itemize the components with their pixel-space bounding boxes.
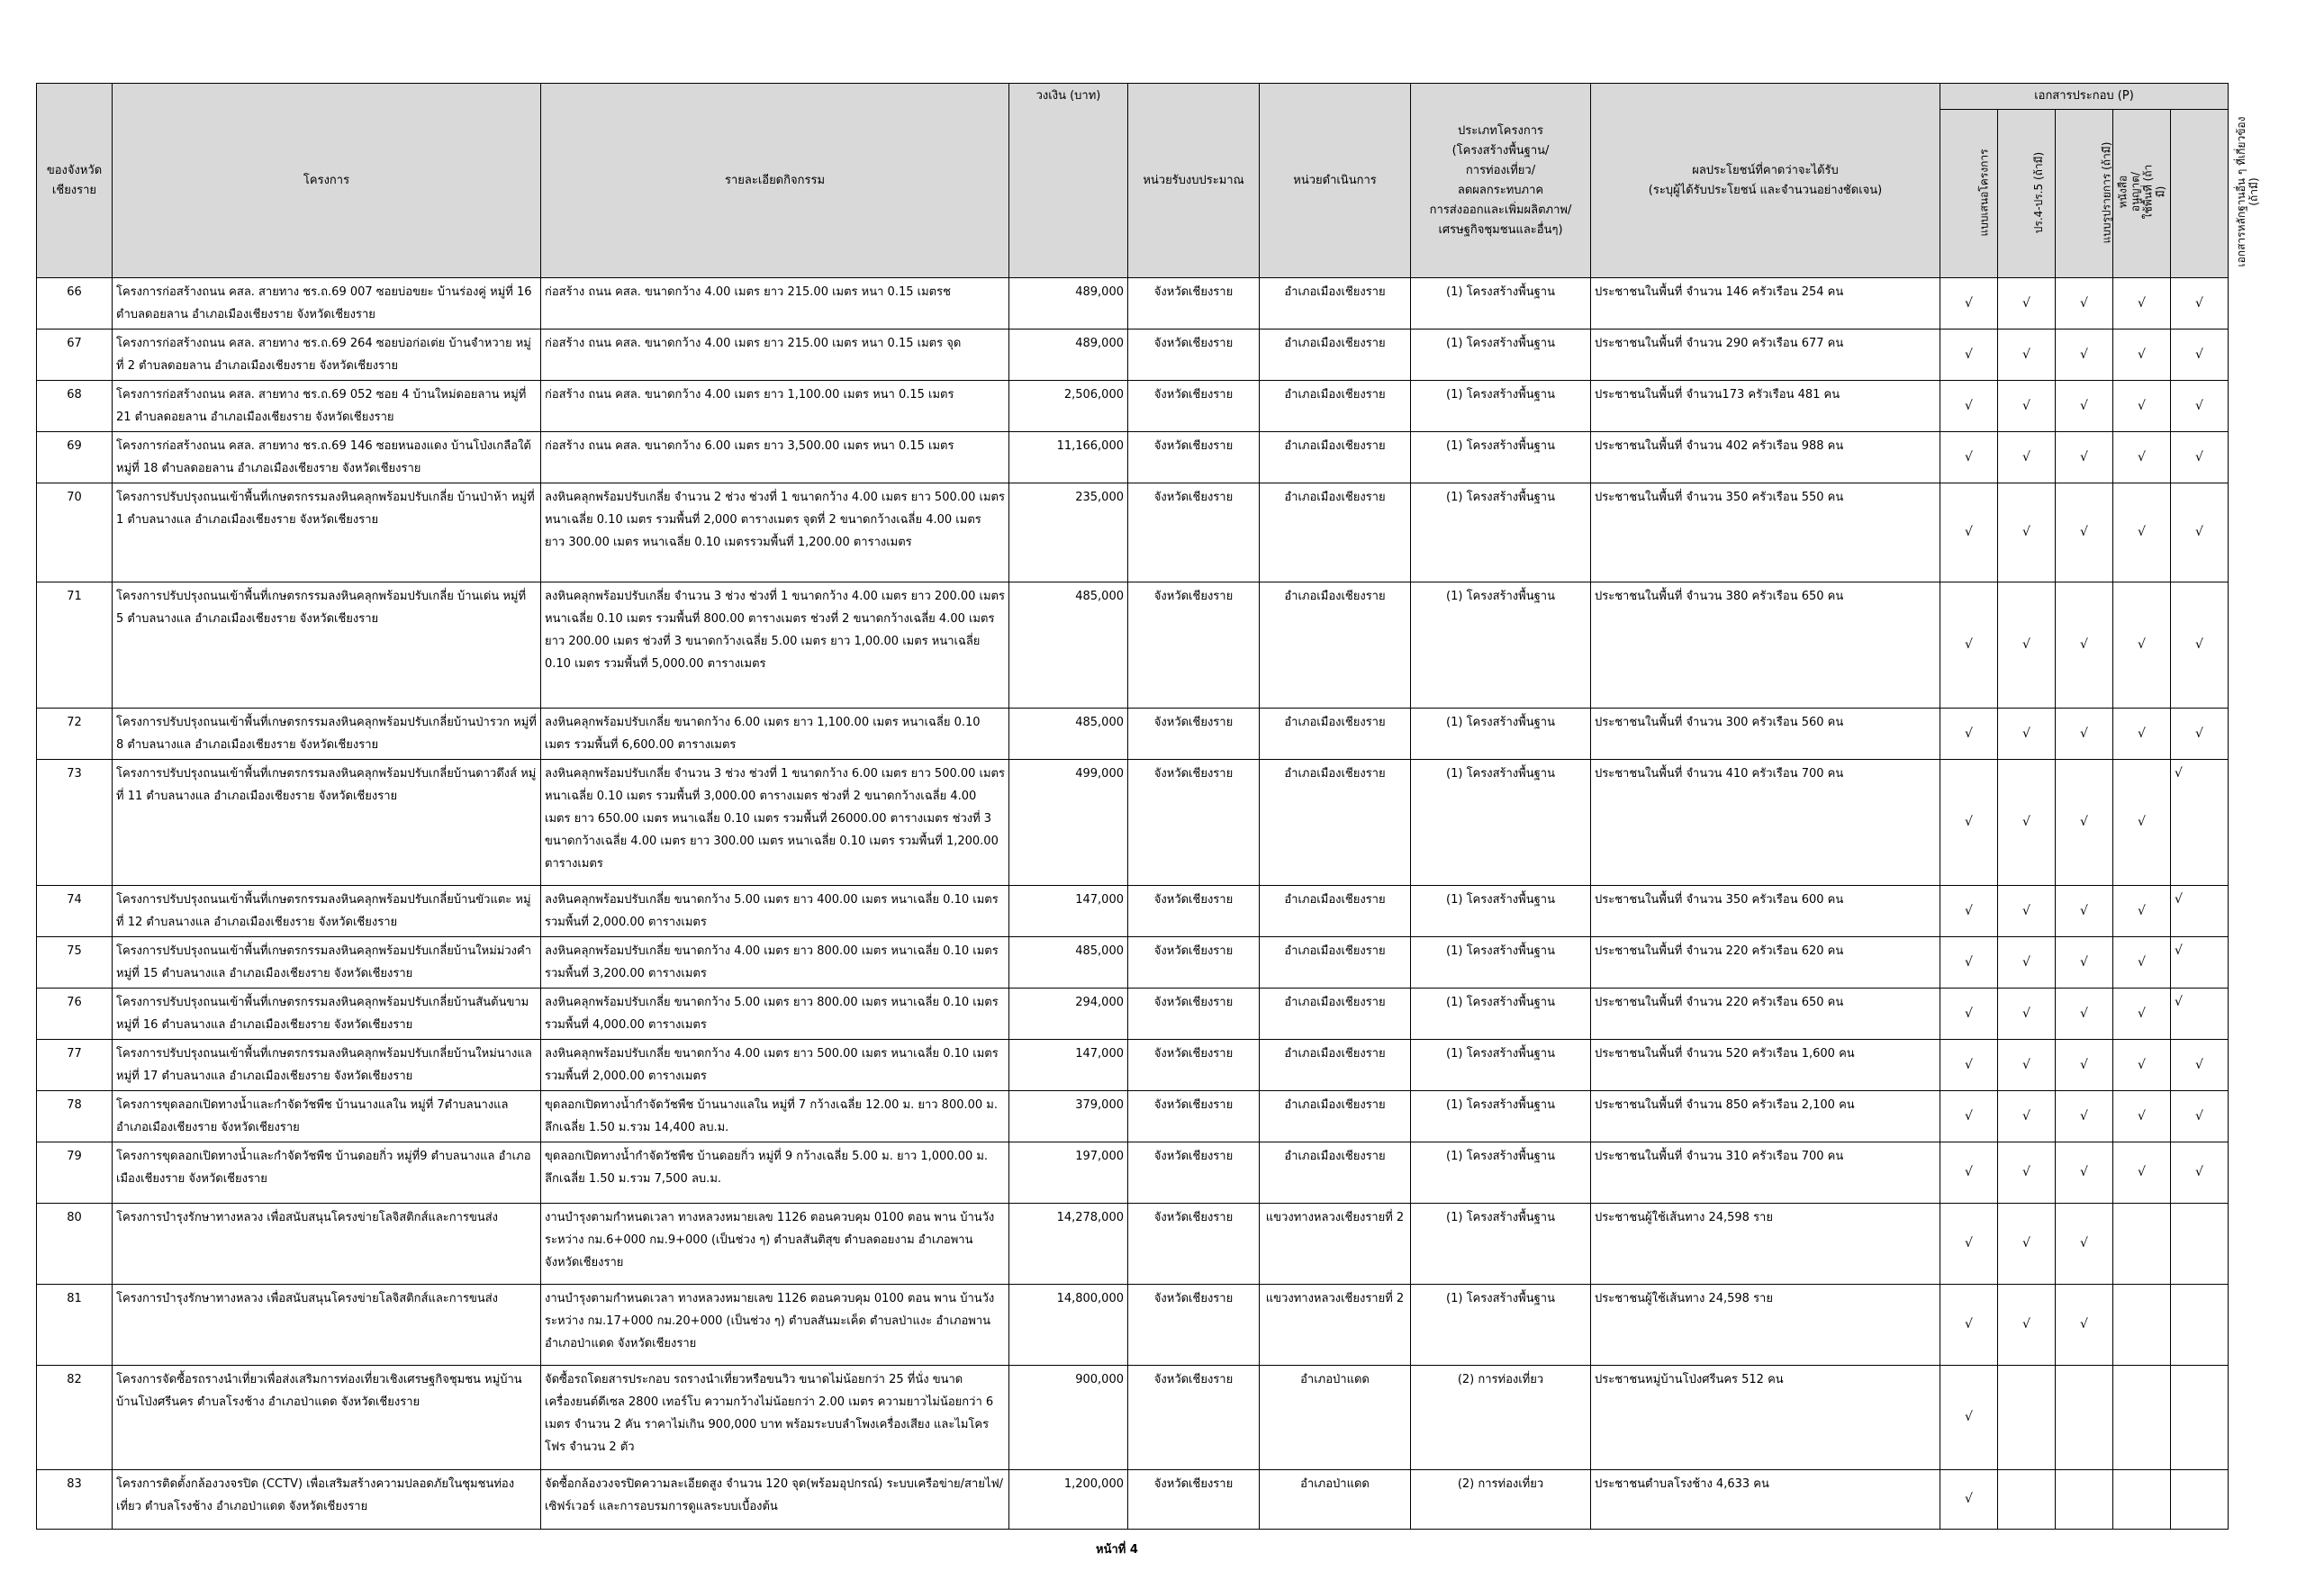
project-type: (1) โครงสร้างพื้นฐาน bbox=[1411, 330, 1591, 381]
row-number: 66 bbox=[37, 278, 113, 330]
activity-detail: จัดซื้อกล้องวงจรปิดความละเอียดสูง จำนวน 120 จุด(พร้อมอุปกรณ์) ระบบเครือข่าย/สายไฟ/เซิฟร์เวอร์ และการอบรมการดูแลระบบเบื้องต้น bbox=[541, 1470, 1009, 1530]
doc-check-4 bbox=[2113, 1285, 2171, 1366]
doc-check-5: √ bbox=[2171, 1142, 2229, 1204]
doc-check-1: √ bbox=[1940, 1366, 1998, 1470]
doc-check-3: √ bbox=[2056, 1040, 2113, 1091]
operating-unit: อำเภอเมืองเชียงราย bbox=[1260, 1091, 1411, 1142]
doc-check-4: √ bbox=[2113, 1040, 2171, 1091]
table-row bbox=[37, 1470, 2229, 1530]
doc-check-3: √ bbox=[2056, 432, 2113, 483]
row-number: 77 bbox=[37, 1040, 113, 1091]
row-number: 79 bbox=[37, 1142, 113, 1204]
project-type: (2) การท่องเที่ยว bbox=[1411, 1366, 1591, 1470]
doc-check-4: √ bbox=[2113, 937, 2171, 989]
doc-check-5: √ bbox=[2171, 278, 2229, 330]
activity-detail: ลงหินคลุกพร้อมปรับเกลี่ย จำนวน 3 ช่วง ช่วงที่ 1 ขนาดกว้าง 4.00 เมตร ยาว 200.00 เมตร หนาเฉลี่ย 0.10 เมตร รวมพื้นที่ 800.00 ตารางเมตร ช่วงที่ 2 ขนาดกว้างเฉลี่ย 4.00 เมตร ยาว 200.00 เมตร ช่วงที่ 3 ขนาดกว้างเฉลี่ย 5.00 เมตร ยาว 1,00.00 เมตร หนาเฉลี่ย 0.10 เมตร รวมพื้นที่ 5,000.00 ตารางเมตร bbox=[541, 582, 1009, 709]
table-row bbox=[37, 278, 2229, 330]
operating-unit: อำเภอป่าแดด bbox=[1260, 1366, 1411, 1470]
project-type: (1) โครงสร้างพื้นฐาน bbox=[1411, 1285, 1591, 1366]
doc-check-2: √ bbox=[1998, 1204, 2056, 1285]
operating-unit: อำเภอเมืองเชียงราย bbox=[1260, 1040, 1411, 1091]
project-name: โครงการปรับปรุงถนนเข้าพื้นที่เกษตรกรรมลงหินคลุกพร้อมปรับเกลี่ยบ้านสันต้นขาม หมู่ที่ 16 ตำบลนางแล อำเภอเมืองเชียงราย จังหวัดเชียงราย bbox=[113, 989, 541, 1040]
activity-detail: ลงหินคลุกพร้อมปรับเกลี่ย ขนาดกว้าง 5.00 เมตร ยาว 800.00 เมตร หนาเฉลี่ย 0.10 เมตร รวมพื้นที่ 4,000.00 ตารางเมตร bbox=[541, 989, 1009, 1040]
doc-check-4: √ bbox=[2113, 886, 2171, 937]
project-name: โครงการขุดลอกเปิดทางน้ำและกำจัดวัชพืช บ้านนางแลใน หมู่ที่ 7ตำบลนางแล อำเภอเมืองเชียงราย จังหวัดเชียงราย bbox=[113, 1091, 541, 1142]
table-row bbox=[37, 709, 2229, 760]
doc-check-4: √ bbox=[2113, 381, 2171, 432]
project-name: โครงการปรับปรุงถนนเข้าพื้นที่เกษตรกรรมลงหินคลุกพร้อมปรับเกลี่ยบ้านขัวแตะ หมู่ที่ 12 ตำบลนางแล อำเภอเมืองเชียงราย จังหวัดเชียงราย bbox=[113, 886, 541, 937]
project-type: (1) โครงสร้างพื้นฐาน bbox=[1411, 989, 1591, 1040]
expected-benefit: ประชาชนในพื้นที่ จำนวน 220 ครัวเรือน 620 คน bbox=[1591, 937, 1940, 989]
doc-check-1: √ bbox=[1940, 989, 1998, 1040]
doc-check-2: √ bbox=[1998, 709, 2056, 760]
operating-unit: อำเภอเมืองเชียงราย bbox=[1260, 989, 1411, 1040]
budget-amount: 235,000 bbox=[1009, 483, 1128, 582]
row-number: 82 bbox=[37, 1366, 113, 1470]
project-name: โครงการติดตั้งกล้องวงจรปิด (CCTV) เพื่อเสริมสร้างความปลอดภัยในชุมชนท่องเที่ยว ตำบลโรงช้าง อำเภอป่าแดด จังหวัดเชียงราย bbox=[113, 1470, 541, 1530]
doc-check-4: √ bbox=[2113, 432, 2171, 483]
doc-check-3: √ bbox=[2056, 278, 2113, 330]
project-name: โครงการก่อสร้างถนน คสล. สายทาง ชร.ถ.69 007 ซอยบ่อขยะ บ้านร่องคู่ หมู่ที่ 16 ตำบลดอยลาน อำเภอเมืองเชียงราย จังหวัดเชียงราย bbox=[113, 278, 541, 330]
budget-amount: 485,000 bbox=[1009, 709, 1128, 760]
doc-check-1: √ bbox=[1940, 1142, 1998, 1204]
project-name: โครงการปรับปรุงถนนเข้าพื้นที่เกษตรกรรมลงหินคลุกพร้อมปรับเกลี่ยบ้านป่ารวก หมู่ที่ 8 ตำบลนางแล อำเภอเมืองเชียงราย จังหวัดเชียงราย bbox=[113, 709, 541, 760]
budget-receiver: จังหวัดเชียงราย bbox=[1128, 1091, 1260, 1142]
budget-receiver: จังหวัดเชียงราย bbox=[1128, 483, 1260, 582]
doc-check-1: √ bbox=[1940, 886, 1998, 937]
row-number: 67 bbox=[37, 330, 113, 381]
project-name: โครงการปรับปรุงถนนเข้าพื้นที่เกษตรกรรมลงหินคลุกพร้อมปรับเกลี่ยบ้านใหม่นางแล หมู่ที่ 17 ตำบลนางแล อำเภอเมืองเชียงราย จังหวัดเชียงราย bbox=[113, 1040, 541, 1091]
expected-benefit: ประชาชนผู้ใช้เส้นทาง 24,598 ราย bbox=[1591, 1204, 1940, 1285]
header-doc-permit: หนังสืออนุญาต/ ใช้พื้นที่ (ถ้ามี) bbox=[2113, 110, 2171, 278]
doc-check-1: √ bbox=[1940, 760, 1998, 886]
doc-check-3: √ bbox=[2056, 330, 2113, 381]
doc-check-3: √ bbox=[2056, 1091, 2113, 1142]
project-type: (1) โครงสร้างพื้นฐาน bbox=[1411, 582, 1591, 709]
budget-amount: 294,000 bbox=[1009, 989, 1128, 1040]
doc-check-1: √ bbox=[1940, 937, 1998, 989]
doc-check-2: √ bbox=[1998, 432, 2056, 483]
operating-unit: อำเภอเมืองเชียงราย bbox=[1260, 709, 1411, 760]
page-number: หน้าที่ 4 bbox=[1096, 1543, 1138, 1557]
expected-benefit: ประชาชนในพื้นที่ จำนวน 402 ครัวเรือน 988 คน bbox=[1591, 432, 1940, 483]
project-name: โครงการก่อสร้างถนน คสล. สายทาง ชร.ถ.69 146 ซอยหนองแดง บ้านโป่งเกลือใต้ หมู่ที่ 18 ตำบลดอยลาน อำเภอเมืองเชียงราย จังหวัดเชียงราย bbox=[113, 432, 541, 483]
table-row bbox=[37, 937, 2229, 989]
activity-detail: งานบำรุงตามกำหนดเวลา ทางหลวงหมายเลข 1126 ตอนควบคุม 0100 ตอน พาน บ้านวัง ระหว่าง กม.17+000 กม.20+000 (เป็นช่วง ๆ) ตำบลสันมะเค็ด ตำบลป่าแงะ อำเภอพาน อำเภอป่าแดด จังหวัดเชียงราย bbox=[541, 1285, 1009, 1366]
row-number: 78 bbox=[37, 1091, 113, 1142]
budget-amount: 489,000 bbox=[1009, 278, 1128, 330]
doc-check-2: √ bbox=[1998, 886, 2056, 937]
doc-check-2: √ bbox=[1998, 381, 2056, 432]
row-number: 75 bbox=[37, 937, 113, 989]
doc-check-4: √ bbox=[2113, 330, 2171, 381]
project-name: โครงการปรับปรุงถนนเข้าพื้นที่เกษตรกรรมลงหินคลุกพร้อมปรับเกลี่ยบ้านใหม่ม่วงคำ หมู่ที่ 15 ตำบลนางแล อำเภอเมืองเชียงราย จังหวัดเชียงราย bbox=[113, 937, 541, 989]
doc-check-2: √ bbox=[1998, 483, 2056, 582]
doc-check-5: √ bbox=[2171, 989, 2229, 1040]
expected-benefit: ประชาชนตำบลโรงช้าง 4,633 คน bbox=[1591, 1470, 1940, 1530]
table-row bbox=[37, 886, 2229, 937]
header-benefit: ผลประโยชน์ที่คาดว่าจะได้รับ (ระบุผู้ได้รับประโยชน์ และจำนวนอย่างชัดเจน) bbox=[1591, 84, 1940, 278]
header-province: ของจังหวัด เชียงราย bbox=[37, 84, 113, 278]
doc-check-5: √ bbox=[2171, 886, 2229, 937]
operating-unit: อำเภอเมืองเชียงราย bbox=[1260, 582, 1411, 709]
doc-check-2: √ bbox=[1998, 1285, 2056, 1366]
table-row bbox=[37, 1285, 2229, 1366]
doc-check-3: √ bbox=[2056, 709, 2113, 760]
budget-amount: 14,278,000 bbox=[1009, 1204, 1128, 1285]
doc-check-3: √ bbox=[2056, 1204, 2113, 1285]
project-name: โครงการจัดซื้อรถรางนำเที่ยวเพื่อส่งเสริมการท่องเที่ยวเชิงเศรษฐกิจชุมชน หมู่บ้านบ้านโป่งศรีนคร ตำบลโรงช้าง อำเภอป่าแดด จังหวัดเชียงราย bbox=[113, 1366, 541, 1470]
table-row bbox=[37, 1366, 2229, 1470]
doc-check-5 bbox=[2171, 1204, 2229, 1285]
header-receiver: หน่วยรับงบประมาณ bbox=[1128, 84, 1260, 278]
doc-check-2: √ bbox=[1998, 330, 2056, 381]
operating-unit: อำเภอเมืองเชียงราย bbox=[1260, 432, 1411, 483]
operating-unit: อำเภอเมืองเชียงราย bbox=[1260, 886, 1411, 937]
expected-benefit: ประชาชนในพื้นที่ จำนวน 350 ครัวเรือน 550 คน bbox=[1591, 483, 1940, 582]
project-type: (1) โครงสร้างพื้นฐาน bbox=[1411, 937, 1591, 989]
project-name: โครงการปรับปรุงถนนเข้าพื้นที่เกษตรกรรมลงหินคลุกพร้อมปรับเกลี่ยบ้านดาวดึงส์ หมู่ที่ 11 ตำบลนางแล อำเภอเมืองเชียงราย จังหวัดเชียงราย bbox=[113, 760, 541, 886]
doc-check-5: √ bbox=[2171, 432, 2229, 483]
doc-check-3: √ bbox=[2056, 989, 2113, 1040]
table-row bbox=[37, 760, 2229, 886]
budget-amount: 14,800,000 bbox=[1009, 1285, 1128, 1366]
project-type: (1) โครงสร้างพื้นฐาน bbox=[1411, 1142, 1591, 1204]
doc-check-1: √ bbox=[1940, 1091, 1998, 1142]
doc-check-4: √ bbox=[2113, 709, 2171, 760]
doc-check-1: √ bbox=[1940, 330, 1998, 381]
doc-check-3: √ bbox=[2056, 886, 2113, 937]
doc-check-5 bbox=[2171, 1285, 2229, 1366]
doc-check-5 bbox=[2171, 1470, 2229, 1530]
table-row bbox=[37, 432, 2229, 483]
budget-receiver: จังหวัดเชียงราย bbox=[1128, 1040, 1260, 1091]
doc-check-5: √ bbox=[2171, 1091, 2229, 1142]
header-doc-blueprint: แบบรูปรายการ (ถ้ามี) bbox=[2056, 110, 2113, 278]
expected-benefit: ประชาชนในพื้นที่ จำนวน 310 ครัวเรือน 700 คน bbox=[1591, 1142, 1940, 1204]
operating-unit: อำเภอเมืองเชียงราย bbox=[1260, 1142, 1411, 1204]
budget-receiver: จังหวัดเชียงราย bbox=[1128, 278, 1260, 330]
budget-amount: 197,000 bbox=[1009, 1142, 1128, 1204]
operating-unit: แขวงทางหลวงเชียงรายที่ 2 bbox=[1260, 1285, 1411, 1366]
doc-check-5: √ bbox=[2171, 760, 2229, 886]
doc-check-3: √ bbox=[2056, 582, 2113, 709]
activity-detail: งานบำรุงตามกำหนดเวลา ทางหลวงหมายเลข 1126 ตอนควบคุม 0100 ตอน พาน บ้านวัง ระหว่าง กม.6+000 กม.9+000 (เป็นช่วง ๆ) ตำบลสันติสุข ตำบลดอยงาม อำเภอพาน จังหวัดเชียงราย bbox=[541, 1204, 1009, 1285]
budget-receiver: จังหวัดเชียงราย bbox=[1128, 989, 1260, 1040]
header-detail: รายละเอียดกิจกรรม bbox=[541, 84, 1009, 278]
doc-check-5 bbox=[2171, 1366, 2229, 1470]
header-budget: วงเงิน (บาท) bbox=[1009, 84, 1128, 278]
project-type: (1) โครงสร้างพื้นฐาน bbox=[1411, 483, 1591, 582]
doc-check-3 bbox=[2056, 1470, 2113, 1530]
budget-receiver: จังหวัดเชียงราย bbox=[1128, 1470, 1260, 1530]
activity-detail: ก่อสร้าง ถนน คสล. ขนาดกว้าง 4.00 เมตร ยาว 215.00 เมตร หนา 0.15 เมตรช bbox=[541, 278, 1009, 330]
activity-detail: ลงหินคลุกพร้อมปรับเกลี่ย ขนาดกว้าง 4.00 เมตร ยาว 800.00 เมตร หนาเฉลี่ย 0.10 เมตร รวมพื้นที่ 3,200.00 ตารางเมตร bbox=[541, 937, 1009, 989]
expected-benefit: ประชาชนในพื้นที่ จำนวน173 ครัวเรือน 481 คน bbox=[1591, 381, 1940, 432]
doc-check-1: √ bbox=[1940, 278, 1998, 330]
doc-check-5: √ bbox=[2171, 483, 2229, 582]
table-row bbox=[37, 483, 2229, 582]
budget-amount: 499,000 bbox=[1009, 760, 1128, 886]
operating-unit: อำเภอเมืองเชียงราย bbox=[1260, 483, 1411, 582]
doc-check-3 bbox=[2056, 1366, 2113, 1470]
doc-check-2: √ bbox=[1998, 760, 2056, 886]
row-number: 73 bbox=[37, 760, 113, 886]
expected-benefit: ประชาชนในพื้นที่ จำนวน 220 ครัวเรือน 650 คน bbox=[1591, 989, 1940, 1040]
expected-benefit: ประชาชนผู้ใช้เส้นทาง 24,598 ราย bbox=[1591, 1285, 1940, 1366]
budget-amount: 489,000 bbox=[1009, 330, 1128, 381]
expected-benefit: ประชาชนหมู่บ้านโป่งศรีนคร 512 คน bbox=[1591, 1366, 1940, 1470]
budget-amount: 900,000 bbox=[1009, 1366, 1128, 1470]
table-row bbox=[37, 1204, 2229, 1285]
project-type: (1) โครงสร้างพื้นฐาน bbox=[1411, 381, 1591, 432]
activity-detail: ก่อสร้าง ถนน คสล. ขนาดกว้าง 6.00 เมตร ยาว 3,500.00 เมตร หนา 0.15 เมตร bbox=[541, 432, 1009, 483]
project-type: (1) โครงสร้างพื้นฐาน bbox=[1411, 1204, 1591, 1285]
doc-check-1: √ bbox=[1940, 582, 1998, 709]
doc-check-1: √ bbox=[1940, 1204, 1998, 1285]
doc-check-1: √ bbox=[1940, 483, 1998, 582]
row-number: 68 bbox=[37, 381, 113, 432]
doc-check-1: √ bbox=[1940, 1285, 1998, 1366]
doc-check-3: √ bbox=[2056, 1285, 2113, 1366]
header-project: โครงการ bbox=[113, 84, 541, 278]
operating-unit: อำเภอเมืองเชียงราย bbox=[1260, 278, 1411, 330]
doc-check-2: √ bbox=[1998, 937, 2056, 989]
table-body bbox=[37, 278, 2229, 1530]
header-doc-other: เอกสารหลักฐานอื่น ๆ ที่เกี่ยวข้อง (ถ้ามี) bbox=[2171, 110, 2229, 278]
doc-check-4: √ bbox=[2113, 278, 2171, 330]
doc-check-3: √ bbox=[2056, 1142, 2113, 1204]
table-row bbox=[37, 582, 2229, 709]
expected-benefit: ประชาชนในพื้นที่ จำนวน 300 ครัวเรือน 560 คน bbox=[1591, 709, 1940, 760]
doc-check-4 bbox=[2113, 1204, 2171, 1285]
row-number: 72 bbox=[37, 709, 113, 760]
operating-unit: อำเภอเมืองเชียงราย bbox=[1260, 381, 1411, 432]
table-row bbox=[37, 330, 2229, 381]
doc-check-2: √ bbox=[1998, 989, 2056, 1040]
doc-check-4: √ bbox=[2113, 1142, 2171, 1204]
operating-unit: อำเภอเมืองเชียงราย bbox=[1260, 760, 1411, 886]
project-name: โครงการขุดลอกเปิดทางน้ำและกำจัดวัชพืช บ้านดอยกิ่ว หมู่ที่9 ตำบลนางแล อำเภอเมืองเชียงราย จังหวัดเชียงราย bbox=[113, 1142, 541, 1204]
project-name: โครงการก่อสร้างถนน คสล. สายทาง ชร.ถ.69 264 ซอยบ่อก่อเต่ย บ้านจำหวาย หมู่ที่ 2 ตำบลดอยลาน อำเภอเมืองเชียงราย จังหวัดเชียงราย bbox=[113, 330, 541, 381]
project-type: (1) โครงสร้างพื้นฐาน bbox=[1411, 760, 1591, 886]
expected-benefit: ประชาชนในพื้นที่ จำนวน 850 ครัวเรือน 2,100 คน bbox=[1591, 1091, 1940, 1142]
doc-check-4: √ bbox=[2113, 989, 2171, 1040]
doc-check-1: √ bbox=[1940, 1040, 1998, 1091]
budget-amount: 147,000 bbox=[1009, 886, 1128, 937]
project-table bbox=[36, 83, 2260, 1530]
activity-detail: ลงหินคลุกพร้อมปรับเกลี่ย ขนาดกว้าง 5.00 เมตร ยาว 400.00 เมตร หนาเฉลี่ย 0.10 เมตร รวมพื้นที่ 2,000.00 ตารางเมตร bbox=[541, 886, 1009, 937]
activity-detail: ลงหินคลุกพร้อมปรับเกลี่ย จำนวน 2 ช่วง ช่วงที่ 1 ขนาดกว้าง 4.00 เมตร ยาว 500.00 เมตร หนาเฉลี่ย 0.10 เมตร รวมพื้นที่ 2,000 ตารางเมตร จุดที่ 2 ขนาดกว้างเฉลี่ย 4.00 เมตร ยาว 300.00 เมตร หนาเฉลี่ย 0.10 เมตรรวมพื้นที่ 1,200.00 ตารางเมตร bbox=[541, 483, 1009, 582]
project-type: (1) โครงสร้างพื้นฐาน bbox=[1411, 1091, 1591, 1142]
activity-detail: ลงหินคลุกพร้อมปรับเกลี่ย จำนวน 3 ช่วง ช่วงที่ 1 ขนาดกว้าง 6.00 เมตร ยาว 500.00 เมตร หนาเฉลี่ย 0.10 เมตร รวมพื้นที่ 3,000.00 ตารางเมตร ช่วงที่ 2 ขนาดกว้างเฉลี่ย 4.00 เมตร ยาว 650.00 เมตร หนาเฉลี่ย 0.10 เมตร รวมพื้นที่ 26000.00 ตารางเมตร ช่วงที่ 3 ขนาดกว้างเฉลี่ย 4.00 เมตร ยาว 300.00 เมตร หนาเฉลี่ย 0.10 เมตร รวมพื้นที่ 1,200.00 ตารางเมตร bbox=[541, 760, 1009, 886]
table-row bbox=[37, 989, 2229, 1040]
doc-check-3: √ bbox=[2056, 381, 2113, 432]
doc-check-5: √ bbox=[2171, 709, 2229, 760]
budget-amount: 1,200,000 bbox=[1009, 1470, 1128, 1530]
doc-check-5: √ bbox=[2171, 582, 2229, 709]
activity-detail: ก่อสร้าง ถนน คสล. ขนาดกว้าง 4.00 เมตร ยาว 1,100.00 เมตร หนา 0.15 เมตร bbox=[541, 381, 1009, 432]
budget-amount: 147,000 bbox=[1009, 1040, 1128, 1091]
budget-receiver: จังหวัดเชียงราย bbox=[1128, 1285, 1260, 1366]
row-number: 80 bbox=[37, 1204, 113, 1285]
expected-benefit: ประชาชนในพื้นที่ จำนวน 380 ครัวเรือน 650 คน bbox=[1591, 582, 1940, 709]
budget-receiver: จังหวัดเชียงราย bbox=[1128, 381, 1260, 432]
project-name: โครงการก่อสร้างถนน คสล. สายทาง ชร.ถ.69 052 ซอย 4 บ้านใหม่ดอยลาน หมู่ที่ 21 ตำบลดอยลาน อำเภอเมืองเชียงราย จังหวัดเชียงราย bbox=[113, 381, 541, 432]
doc-check-2 bbox=[1998, 1470, 2056, 1530]
project-name: โครงการปรับปรุงถนนเข้าพื้นที่เกษตรกรรมลงหินคลุกพร้อมปรับเกลี่ย บ้านป่าห้า หมู่ที่ 1 ตำบลนางแล อำเภอเมืองเชียงราย จังหวัดเชียงราย bbox=[113, 483, 541, 582]
header-type: ประเภทโครงการ (โครงสร้างพื้นฐาน/ การท่องเที่ยว/ ลดผลกระทบภาค การส่งออกและเพิ่มผลิตภาพ/ เศรษฐกิจชุมชนและอื่นๆ) bbox=[1411, 84, 1591, 278]
budget-receiver: จังหวัดเชียงราย bbox=[1128, 330, 1260, 381]
project-name: โครงการบำรุงรักษาทางหลวง เพื่อสนับสนุนโครงข่ายโลจิสติกส์และการขนส่ง bbox=[113, 1285, 541, 1366]
doc-check-4: √ bbox=[2113, 1091, 2171, 1142]
budget-receiver: จังหวัดเชียงราย bbox=[1128, 1204, 1260, 1285]
row-number: 76 bbox=[37, 989, 113, 1040]
doc-check-4 bbox=[2113, 1470, 2171, 1530]
doc-check-5: √ bbox=[2171, 937, 2229, 989]
budget-amount: 485,000 bbox=[1009, 582, 1128, 709]
table-row bbox=[37, 1091, 2229, 1142]
activity-detail: ลงหินคลุกพร้อมปรับเกลี่ย ขนาดกว้าง 6.00 เมตร ยาว 1,100.00 เมตร หนาเฉลี่ย 0.10 เมตร รวมพื้นที่ 6,600.00 ตารางเมตร bbox=[541, 709, 1009, 760]
doc-check-2: √ bbox=[1998, 1142, 2056, 1204]
header-operator: หน่วยดำเนินการ bbox=[1260, 84, 1411, 278]
table-row bbox=[37, 1040, 2229, 1091]
budget-receiver: จังหวัดเชียงราย bbox=[1128, 760, 1260, 886]
row-number: 71 bbox=[37, 582, 113, 709]
expected-benefit: ประชาชนในพื้นที่ จำนวน 290 ครัวเรือน 677 คน bbox=[1591, 330, 1940, 381]
budget-amount: 2,506,000 bbox=[1009, 381, 1128, 432]
doc-check-4: √ bbox=[2113, 483, 2171, 582]
project-type: (1) โครงสร้างพื้นฐาน bbox=[1411, 278, 1591, 330]
budget-receiver: จังหวัดเชียงราย bbox=[1128, 582, 1260, 709]
doc-check-2 bbox=[1998, 1366, 2056, 1470]
activity-detail: ขุดลอกเปิดทางน้ำกำจัดวัชพืช บ้านดอยกิ่ว หมู่ที่ 9 กว้างเฉลี่ย 5.00 ม. ยาว 1,000.00 ม. ลึกเฉลี่ย 1.50 ม.รวม 7,500 ลบ.ม. bbox=[541, 1142, 1009, 1204]
operating-unit: แขวงทางหลวงเชียงรายที่ 2 bbox=[1260, 1204, 1411, 1285]
expected-benefit: ประชาชนในพื้นที่ จำนวน 146 ครัวเรือน 254 คน bbox=[1591, 278, 1940, 330]
expected-benefit: ประชาชนในพื้นที่ จำนวน 350 ครัวเรือน 600 คน bbox=[1591, 886, 1940, 937]
project-type: (2) การท่องเที่ยว bbox=[1411, 1470, 1591, 1530]
doc-check-1: √ bbox=[1940, 1470, 1998, 1530]
doc-check-3: √ bbox=[2056, 483, 2113, 582]
header-documents: เอกสารประกอบ (P) bbox=[1940, 84, 2229, 110]
doc-check-5: √ bbox=[2171, 381, 2229, 432]
project-type: (1) โครงสร้างพื้นฐาน bbox=[1411, 709, 1591, 760]
project-name: โครงการบำรุงรักษาทางหลวง เพื่อสนับสนุนโครงข่ายโลจิสติกส์และการขนส่ง bbox=[113, 1204, 541, 1285]
activity-detail: ลงหินคลุกพร้อมปรับเกลี่ย ขนาดกว้าง 4.00 เมตร ยาว 500.00 เมตร หนาเฉลี่ย 0.10 เมตร รวมพื้นที่ 2,000.00 ตารางเมตร bbox=[541, 1040, 1009, 1091]
doc-check-2: √ bbox=[1998, 1040, 2056, 1091]
row-number: 81 bbox=[37, 1285, 113, 1366]
header-doc-proposal: แบบเสนอโครงการ bbox=[1940, 110, 1998, 278]
doc-check-3: √ bbox=[2056, 937, 2113, 989]
budget-receiver: จังหวัดเชียงราย bbox=[1128, 709, 1260, 760]
table-row bbox=[37, 1142, 2229, 1204]
project-type: (1) โครงสร้างพื้นฐาน bbox=[1411, 886, 1591, 937]
doc-check-4: √ bbox=[2113, 760, 2171, 886]
doc-check-2: √ bbox=[1998, 278, 2056, 330]
expected-benefit: ประชาชนในพื้นที่ จำนวน 410 ครัวเรือน 700 คน bbox=[1591, 760, 1940, 886]
expected-benefit: ประชาชนในพื้นที่ จำนวน 520 ครัวเรือน 1,600 คน bbox=[1591, 1040, 1940, 1091]
row-number: 74 bbox=[37, 886, 113, 937]
row-number: 70 bbox=[37, 483, 113, 582]
row-number: 83 bbox=[37, 1470, 113, 1530]
doc-check-3: √ bbox=[2056, 760, 2113, 886]
budget-receiver: จังหวัดเชียงราย bbox=[1128, 432, 1260, 483]
budget-receiver: จังหวัดเชียงราย bbox=[1128, 886, 1260, 937]
budget-receiver: จังหวัดเชียงราย bbox=[1128, 937, 1260, 989]
doc-check-2: √ bbox=[1998, 1091, 2056, 1142]
project-type: (1) โครงสร้างพื้นฐาน bbox=[1411, 1040, 1591, 1091]
row-number: 69 bbox=[37, 432, 113, 483]
operating-unit: อำเภอเมืองเชียงราย bbox=[1260, 330, 1411, 381]
activity-detail: จัดซื้อรถโดยสารประกอบ รถรางนำเที่ยวหรือขนวิว ขนาดไม่น้อยกว่า 25 ที่นั่ง ขนาดเครื่องยนต์ดีเซล 2800 เทอร์โบ ความกว้างไม่น้อยกว่า 2.00 เมตร ความยาวไม่น้อยกว่า 6 เมตร จำนวน 2 คัน ราคาไม่เกิน 900,000 บาท พร้อมระบบลำโพงเครื่องเสียง และไมโครโฟร จำนวน 2 ตัว bbox=[541, 1366, 1009, 1470]
budget-amount: 11,166,000 bbox=[1009, 432, 1128, 483]
budget-amount: 379,000 bbox=[1009, 1091, 1128, 1142]
budget-amount: 485,000 bbox=[1009, 937, 1128, 989]
doc-check-5: √ bbox=[2171, 1040, 2229, 1091]
doc-check-4: √ bbox=[2113, 582, 2171, 709]
operating-unit: อำเภอเมืองเชียงราย bbox=[1260, 937, 1411, 989]
doc-check-1: √ bbox=[1940, 381, 1998, 432]
activity-detail: ขุดลอกเปิดทางน้ำกำจัดวัชพืช บ้านนางแลใน หมู่ที่ 7 กว้างเฉลี่ย 12.00 ม. ยาว 800.00 ม. ลึกเฉลี่ย 1.50 ม.รวม 14,400 ลบ.ม. bbox=[541, 1091, 1009, 1142]
budget-receiver: จังหวัดเชียงราย bbox=[1128, 1366, 1260, 1470]
doc-check-5: √ bbox=[2171, 330, 2229, 381]
table-row bbox=[37, 381, 2229, 432]
operating-unit: อำเภอป่าแดด bbox=[1260, 1470, 1411, 1530]
doc-check-2: √ bbox=[1998, 582, 2056, 709]
project-name: โครงการปรับปรุงถนนเข้าพื้นที่เกษตรกรรมลงหินคลุกพร้อมปรับเกลี่ย บ้านเด่น หมู่ที่ 5 ตำบลนางแล อำเภอเมืองเชียงราย จังหวัดเชียงราย bbox=[113, 582, 541, 709]
budget-receiver: จังหวัดเชียงราย bbox=[1128, 1142, 1260, 1204]
doc-check-1: √ bbox=[1940, 709, 1998, 760]
activity-detail: ก่อสร้าง ถนน คสล. ขนาดกว้าง 4.00 เมตร ยาว 215.00 เมตร หนา 0.15 เมตร จุด bbox=[541, 330, 1009, 381]
project-type: (1) โครงสร้างพื้นฐาน bbox=[1411, 432, 1591, 483]
header-doc-pr45: ปร.4-ปร.5 (ถ้ามี) bbox=[1998, 110, 2056, 278]
doc-check-1: √ bbox=[1940, 432, 1998, 483]
doc-check-4 bbox=[2113, 1366, 2171, 1470]
